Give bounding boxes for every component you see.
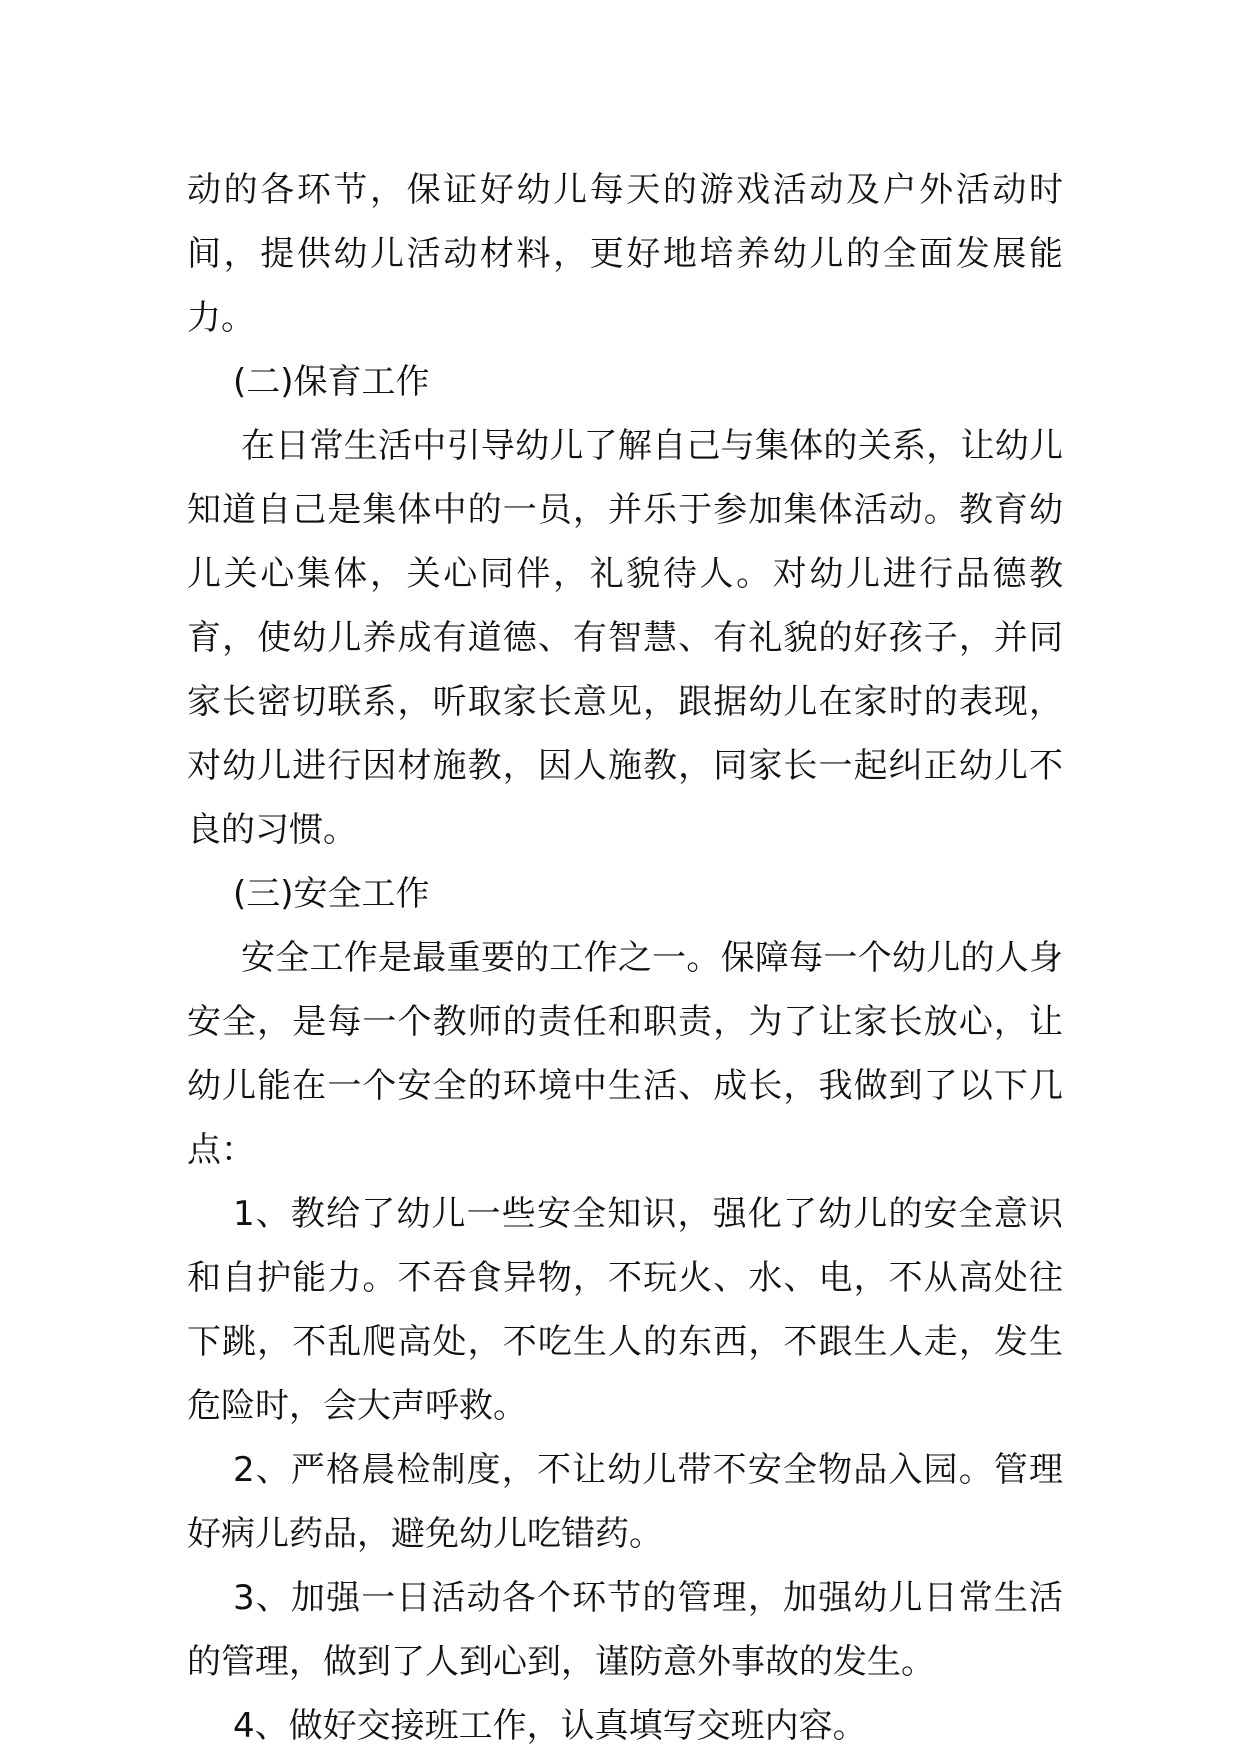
list-item-2: 2、严格晨检制度，不让幼儿带不安全物品入园。管理好病儿药品，避免幼儿吃错药。 <box>187 1450 1063 1554</box>
paragraph-childcare: 在日常生活中引导幼儿了解自己与集体的关系，让幼儿知道自己是集体中的一员，并乐于参加集体活动。教育幼儿关心集体，关心同伴，礼貌待人。对幼儿进行品德教育，使幼儿养成有道德、有智慧、有礼貌的好孩子，并同家长密切联系，听取家长意见，跟据幼儿在家时的表现，对幼儿进行因材施教，因人施教，同家长一起纠正幼儿不良的习惯。 <box>187 426 1063 850</box>
section-heading-childcare: (二)保育工作 <box>233 362 430 402</box>
paragraph-continuation: 动的各环节，保证好幼儿每天的游戏活动及户外活动时间，提供幼儿活动材料，更好地培养幼儿的全面发展能力。 <box>187 170 1063 338</box>
list-item-1: 1、教给了幼儿一些安全知识，强化了幼儿的安全意识和自护能力。不吞食异物，不玩火、水、电，不从高处往下跳，不乱爬高处，不吃生人的东西，不跟生人走，发生危险时，会大声呼救。 <box>187 1194 1063 1426</box>
list-item-4: 4、做好交接班工作，认真填写交班内容。 <box>233 1706 867 1746</box>
section-heading-safety: (三)安全工作 <box>233 874 430 914</box>
paragraph-safety-intro: 安全工作是最重要的工作之一。保障每一个幼儿的人身安全，是每一个教师的责任和职责，为了让家长放心，让幼儿能在一个安全的环境中生活、成长，我做到了以下几点： <box>187 938 1063 1170</box>
list-item-3: 3、加强一日活动各个环节的管理，加强幼儿日常生活的管理，做到了人到心到，谨防意外事故的发生。 <box>187 1578 1063 1682</box>
document-body <box>187 158 1063 1758</box>
